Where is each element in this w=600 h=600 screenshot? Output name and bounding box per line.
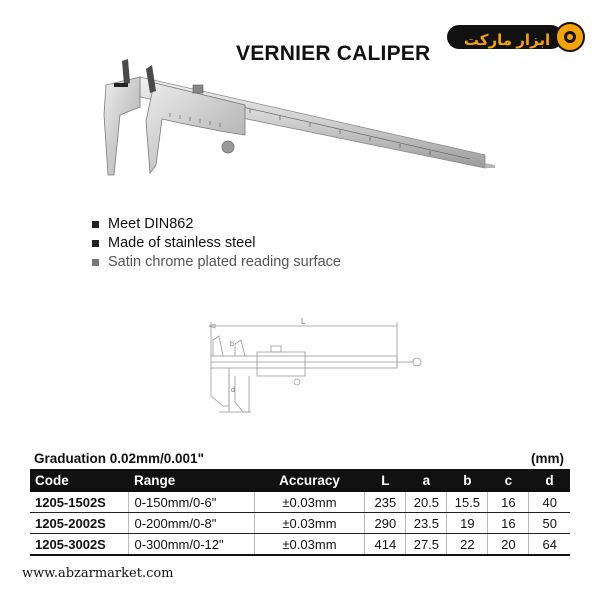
- cell-code: 1205-3002S: [30, 534, 129, 556]
- caliper-photo: [100, 55, 500, 190]
- cell-b: 19: [447, 513, 488, 534]
- cell-L: 235: [365, 492, 406, 513]
- brand-logo[interactable]: [447, 22, 587, 52]
- table-row: [30, 534, 570, 556]
- dimension-label-L: L: [301, 317, 306, 326]
- cell-c: 16: [488, 513, 529, 534]
- cell-accuracy: ±0.03mm: [254, 534, 365, 556]
- col-header-code: Code: [30, 469, 129, 492]
- brand-logo-text: ابزار مارکت: [463, 32, 551, 49]
- unit-label: (mm): [531, 451, 564, 466]
- cell-range: 0-200mm/0-8": [129, 513, 254, 534]
- cell-code: 1205-2002S: [30, 513, 129, 534]
- col-header-a: a: [406, 469, 447, 492]
- cell-d: 50: [529, 513, 570, 534]
- page-title: VERNIER CALIPER: [236, 42, 431, 65]
- graduation-label: Graduation 0.02mm/0.001": [34, 451, 204, 466]
- cell-range: 0-150mm/0-6": [129, 492, 254, 513]
- dimension-drawing: [205, 316, 435, 426]
- dimension-label-d: d: [231, 387, 235, 394]
- spec-table: [30, 469, 570, 556]
- col-header-range: Range: [129, 469, 254, 492]
- feature-item: Satin chrome plated reading surface: [92, 253, 341, 272]
- col-header-L: L: [365, 469, 406, 492]
- cell-a: 23.5: [406, 513, 447, 534]
- cell-a: 20.5: [406, 492, 447, 513]
- dimension-label-b: b: [230, 341, 234, 348]
- footer-website-link[interactable]: www.abzarmarket.com: [22, 566, 174, 581]
- cell-accuracy: ±0.03mm: [254, 513, 365, 534]
- feature-list: [92, 215, 341, 272]
- cell-c: 16: [488, 492, 529, 513]
- brand-logo-pill: [447, 25, 563, 49]
- cell-accuracy: ±0.03mm: [254, 492, 365, 513]
- cell-a: 27.5: [406, 534, 447, 556]
- table-header-row: [30, 469, 570, 492]
- cell-L: 290: [365, 513, 406, 534]
- spec-section: [30, 449, 570, 556]
- col-header-b: b: [447, 469, 488, 492]
- cell-range: 0-300mm/0-12": [129, 534, 254, 556]
- cell-b: 22: [447, 534, 488, 556]
- cell-L: 414: [365, 534, 406, 556]
- square-bullet-icon: [92, 240, 99, 247]
- cell-d: 64: [529, 534, 570, 556]
- col-header-accuracy: Accuracy: [254, 469, 365, 492]
- col-header-d: d: [529, 469, 570, 492]
- cell-c: 20: [488, 534, 529, 556]
- cell-d: 40: [529, 492, 570, 513]
- square-bullet-icon: [92, 259, 99, 266]
- cell-b: 15.5: [447, 492, 488, 513]
- feature-item: Meet DIN862: [92, 215, 341, 234]
- square-bullet-icon: [92, 221, 99, 228]
- feature-item: Made of stainless steel: [92, 234, 341, 253]
- brand-circle-icon: [555, 22, 585, 52]
- graduation-row: [30, 449, 570, 469]
- col-header-c: c: [488, 469, 529, 492]
- table-row: [30, 492, 570, 513]
- cell-code: 1205-1502S: [30, 492, 129, 513]
- table-row: [30, 513, 570, 534]
